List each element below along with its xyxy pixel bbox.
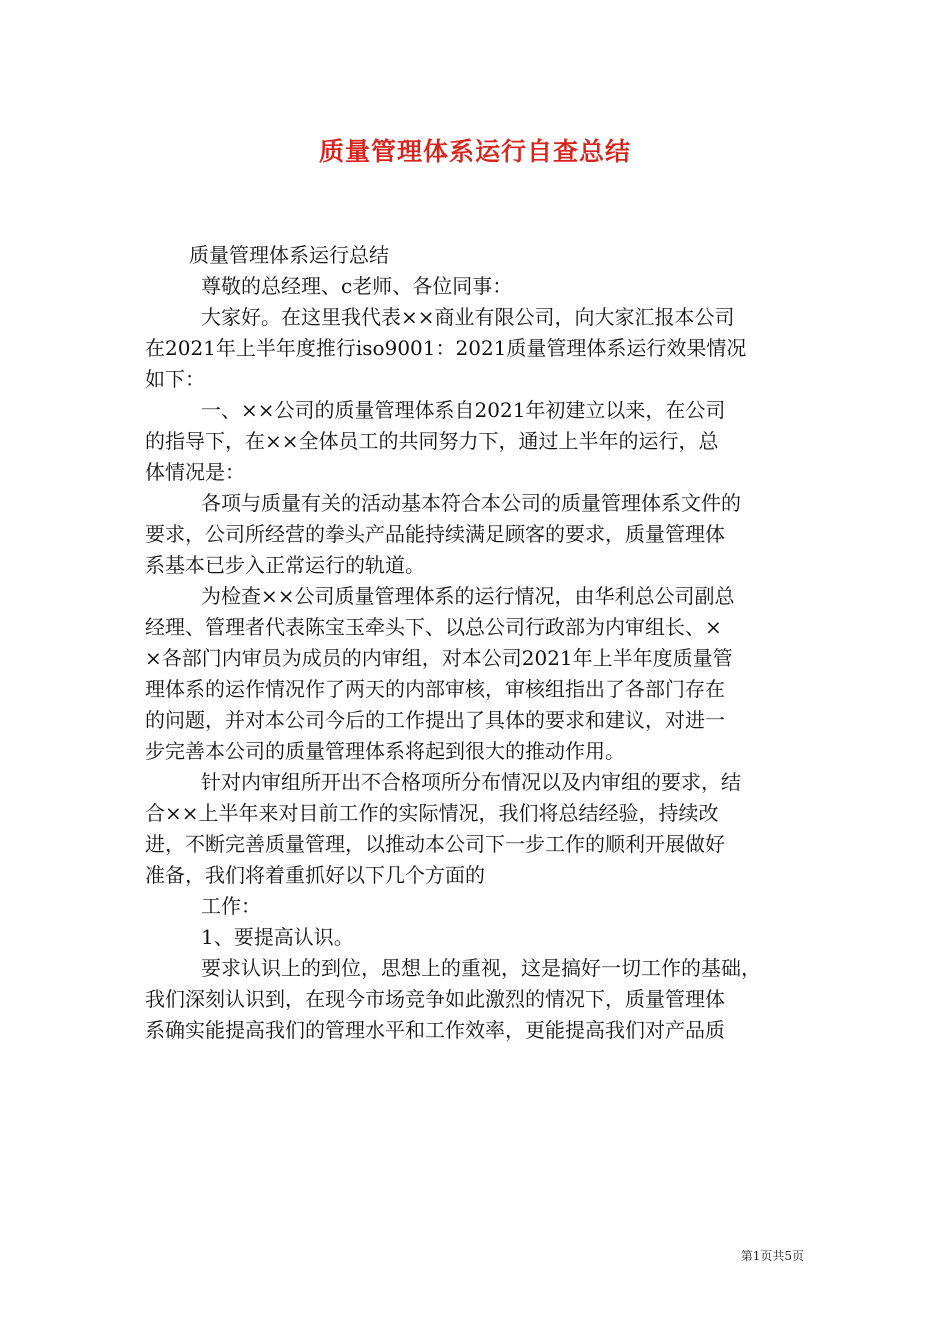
paragraph-line: 工作： bbox=[201, 894, 261, 918]
paragraph-line: 步完善本公司的质量管理体系将起到很大的推动作用。 bbox=[145, 739, 625, 763]
paragraph-line: 系基本已步入正常运行的轨道。 bbox=[145, 553, 425, 577]
paragraph-line: 体情况是： bbox=[145, 460, 245, 484]
paragraph-line: 各项与质量有关的活动基本符合本公司的质量管理体系文件的 bbox=[201, 491, 741, 515]
paragraph-line: 的问题，并对本公司今后的工作提出了具体的要求和建议，对进一 bbox=[145, 708, 725, 732]
paragraph-line: 为检查××公司质量管理体系的运行情况，由华利总公司副总 bbox=[201, 584, 735, 608]
paragraph-line: 一、××公司的质量管理体系自2021年初建立以来，在公司 bbox=[201, 398, 726, 422]
paragraph-line: 如下： bbox=[145, 367, 205, 391]
paragraph-line: 要求，公司所经营的拳头产品能持续满足顾客的要求，质量管理体 bbox=[145, 522, 725, 546]
paragraph-line: 在2021年上半年度推行iso9001：2021质量管理体系运行效果情况 bbox=[145, 336, 747, 360]
paragraph-line: 合××上半年来对目前工作的实际情况，我们将总结经验，持续改 bbox=[145, 801, 719, 825]
subtitle-line: 质量管理体系运行总结 bbox=[189, 243, 389, 267]
paragraph-line: 大家好。在这里我代表××商业有限公司，向大家汇报本公司 bbox=[201, 305, 735, 329]
page-number: 第1页共5页 bbox=[740, 1249, 804, 1263]
paragraph-line: 的指导下，在××全体员工的共同努力下，通过上半年的运行，总 bbox=[145, 429, 719, 453]
paragraph-line: 经理、管理者代表陈宝玉牵头下、以总公司行政部为内审组长、× bbox=[145, 615, 722, 639]
paragraph-line: 要求认识上的到位，思想上的重视，这是搞好一切工作的基础， bbox=[201, 956, 761, 980]
paragraph-line: 针对内审组所开出不合格项所分布情况以及内审组的要求，结 bbox=[201, 770, 741, 794]
paragraph-line: 准备，我们将着重抓好以下几个方面的 bbox=[145, 863, 485, 887]
paragraph-line: 系确实能提高我们的管理水平和工作效率，更能提高我们对产品质 bbox=[145, 1018, 725, 1042]
document-title: 质量管理体系运行自查总结 bbox=[318, 137, 631, 166]
section-heading: 1、要提高认识。 bbox=[201, 925, 354, 949]
document-body bbox=[145, 240, 805, 1046]
salutation-line: 尊敬的总经理、c老师、各位同事： bbox=[201, 274, 513, 298]
paragraph-line: ×各部门内审员为成员的内审组，对本公司2021年上半年度质量管 bbox=[145, 646, 733, 670]
paragraph-line: 理体系的运作情况作了两天的内部审核，审核组指出了各部门存在 bbox=[145, 677, 725, 701]
paragraph-line: 我们深刻认识到，在现今市场竞争如此激烈的情况下，质量管理体 bbox=[145, 987, 725, 1011]
paragraph-line: 进，不断完善质量管理，以推动本公司下一步工作的顺利开展做好 bbox=[145, 832, 725, 856]
